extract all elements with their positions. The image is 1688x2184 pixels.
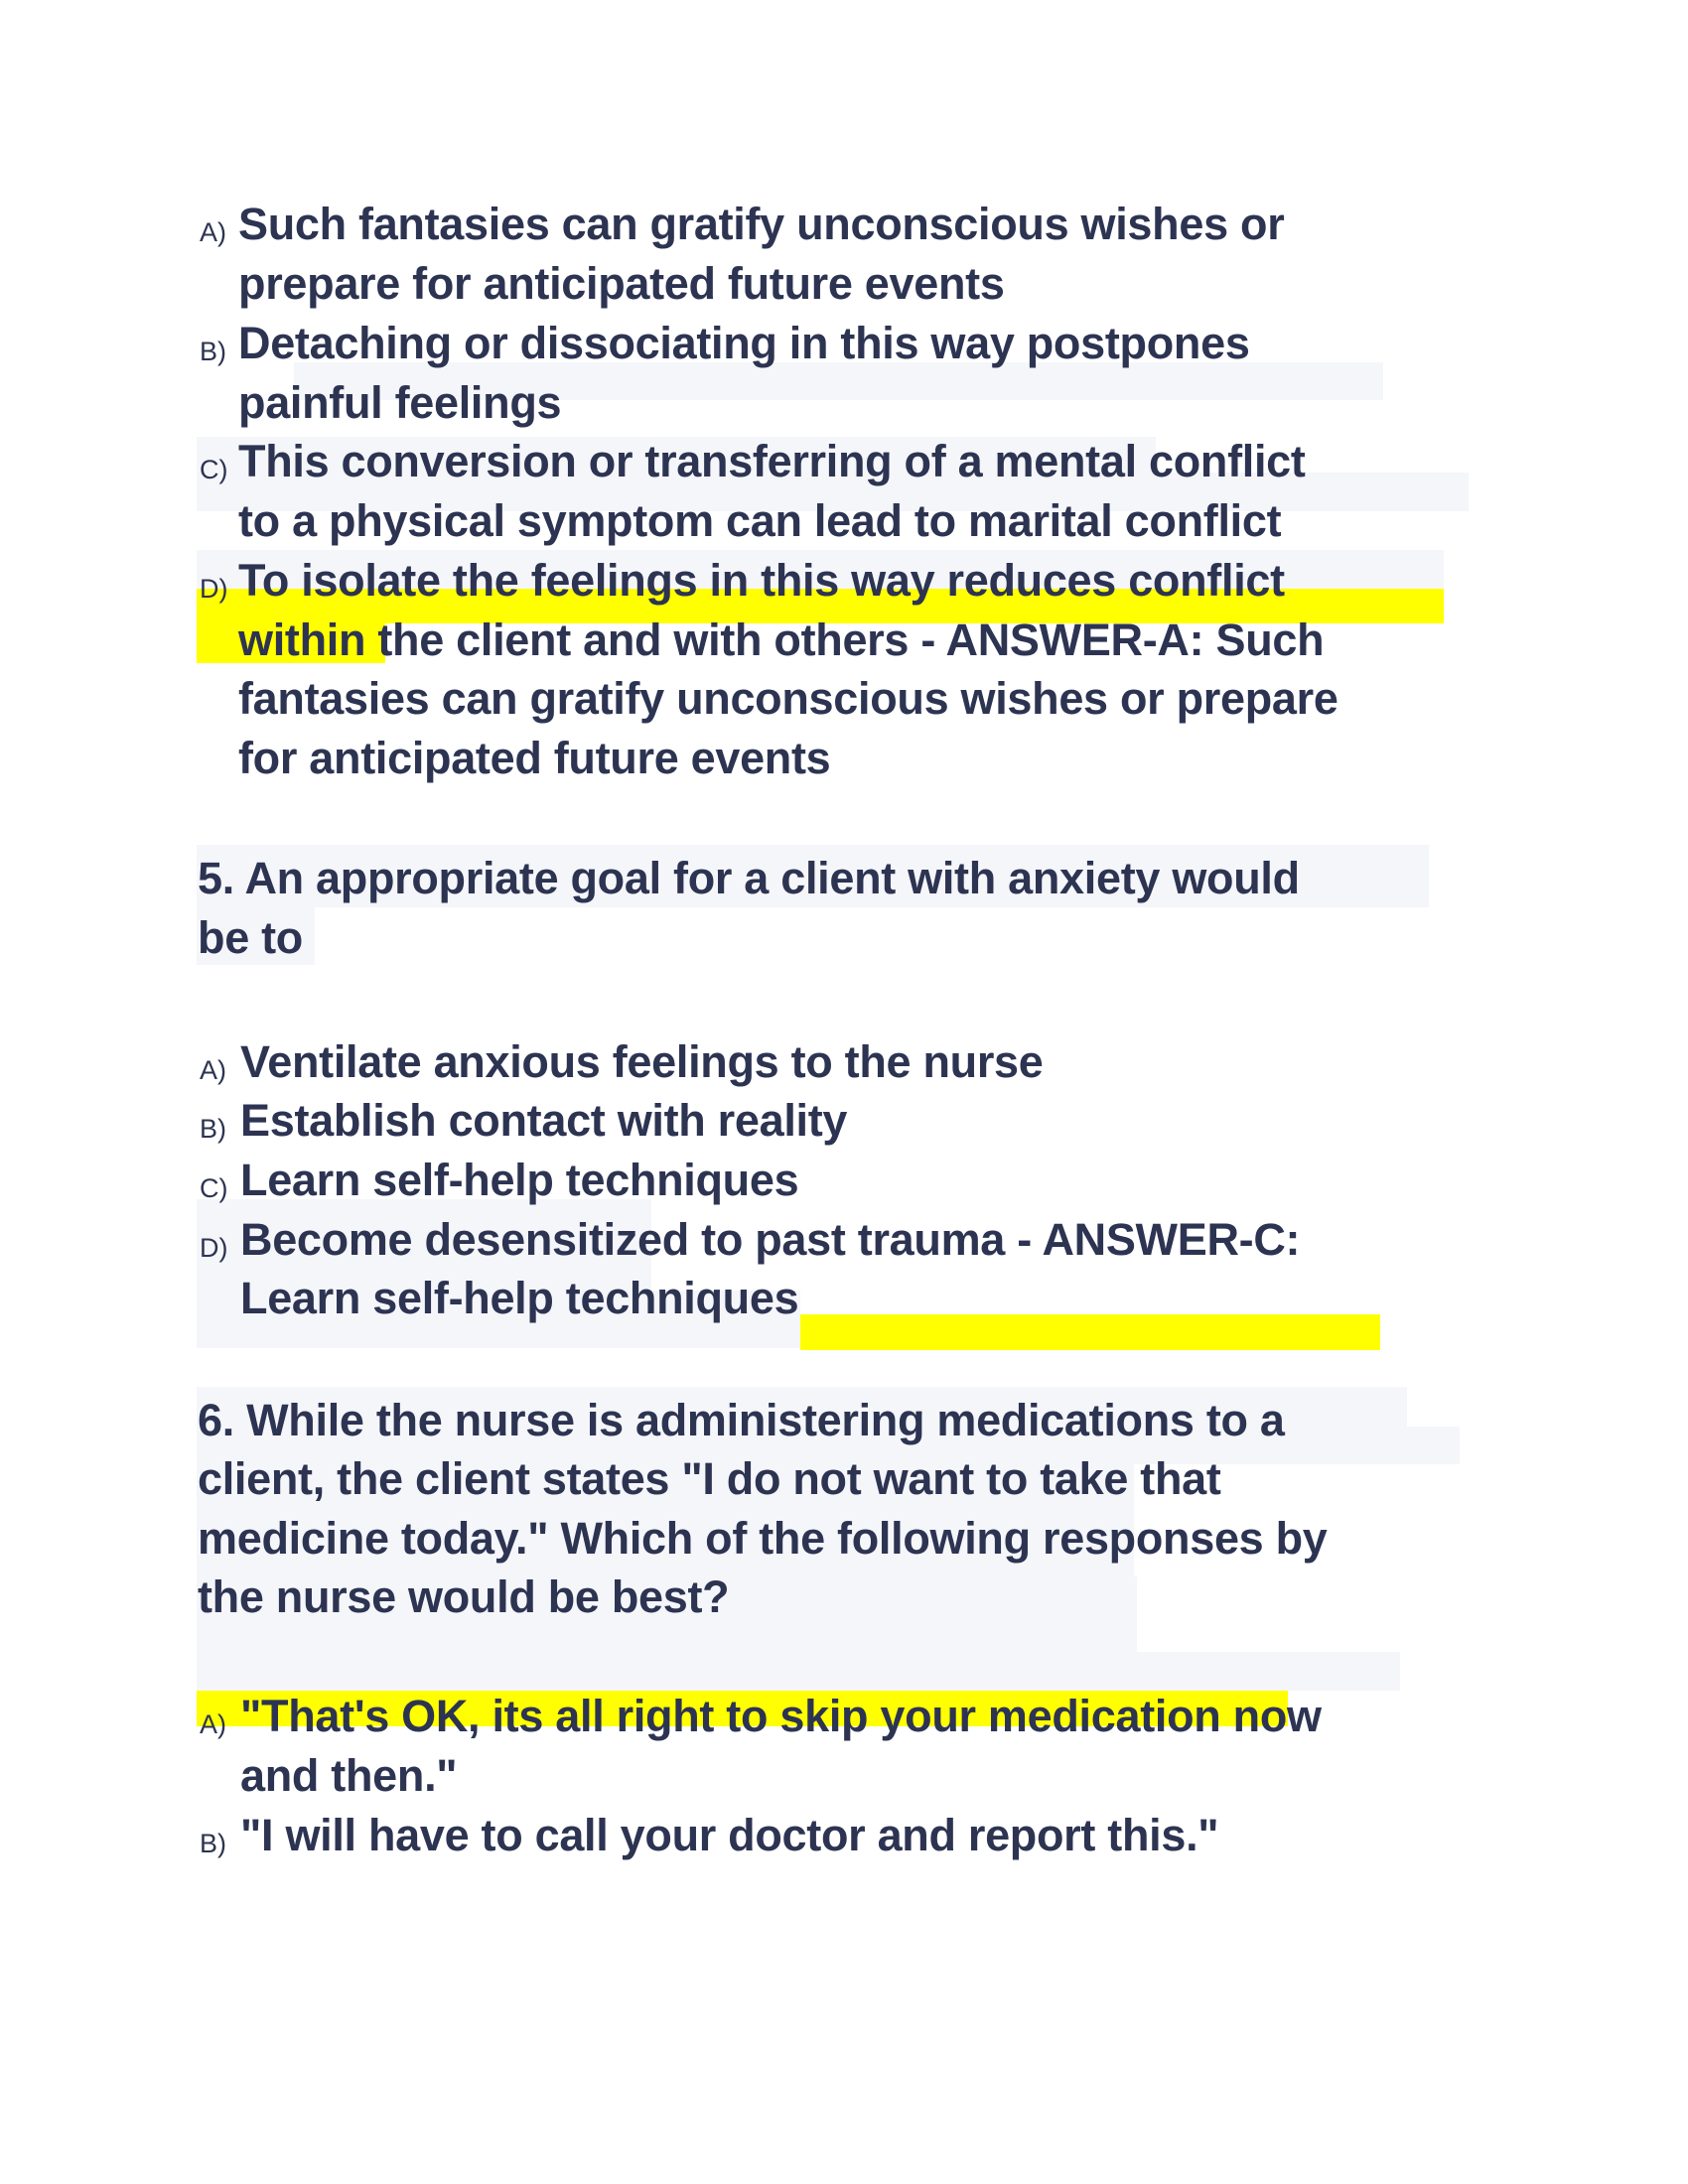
question-text: medicine today." Which of the following responses by: [198, 1513, 1328, 1564]
option-text: To isolate the feelings in this way reduces conflict: [238, 555, 1285, 606]
option-label: A): [200, 1055, 226, 1085]
option-label: B): [200, 1829, 226, 1858]
option-label: C): [200, 1173, 228, 1203]
option-text: This conversion or transferring of a mental conflict: [238, 436, 1306, 486]
option-text: Detaching or dissociating in this way postpones: [238, 318, 1250, 368]
option-label: B): [200, 337, 226, 366]
option-text: prepare for anticipated future events: [238, 258, 1005, 309]
option-text: "That's OK, its all right to skip your medication now: [240, 1691, 1322, 1741]
answer-text: Learn self-help techniques: [240, 1273, 799, 1323]
option-text: Ventilate anxious feelings to the nurse: [240, 1036, 1044, 1087]
answer-text: fantasies can gratify unconscious wishes or prepare: [238, 673, 1338, 724]
answer-text: for anticipated future events: [238, 733, 831, 783]
option-text: and then.": [240, 1750, 458, 1801]
option-label: A): [200, 217, 226, 247]
option-text: Establish contact with reality: [240, 1095, 848, 1146]
option-label: A): [200, 1709, 226, 1739]
option-text: to a physical symptom can lead to marital conflict: [238, 495, 1282, 546]
option-label: D): [200, 574, 228, 604]
question-text: 6. While the nurse is administering medications to a: [198, 1395, 1285, 1445]
option-text: Learn self-help techniques: [240, 1155, 799, 1205]
option-label: C): [200, 455, 228, 484]
option-text: Become desensitized to past trauma - ANSWER-C:: [240, 1214, 1301, 1265]
option-label: D): [200, 1233, 228, 1263]
option-label: B): [200, 1114, 226, 1144]
question-text: be to: [198, 912, 303, 963]
question-text: the nurse would be best?: [198, 1571, 730, 1622]
shade-box: [197, 1652, 1400, 1691]
question-text: 5. An appropriate goal for a client with anxiety would: [198, 853, 1300, 903]
option-text: Such fantasies can gratify unconscious wishes or: [238, 199, 1285, 249]
option-text: within the client and with others - ANSWER-A: Such: [238, 614, 1325, 665]
option-text: "I will have to call your doctor and report this.": [240, 1810, 1219, 1860]
option-text: painful feelings: [238, 377, 562, 428]
highlight: [800, 1314, 1380, 1350]
question-text: client, the client states "I do not want to take that: [198, 1453, 1221, 1504]
